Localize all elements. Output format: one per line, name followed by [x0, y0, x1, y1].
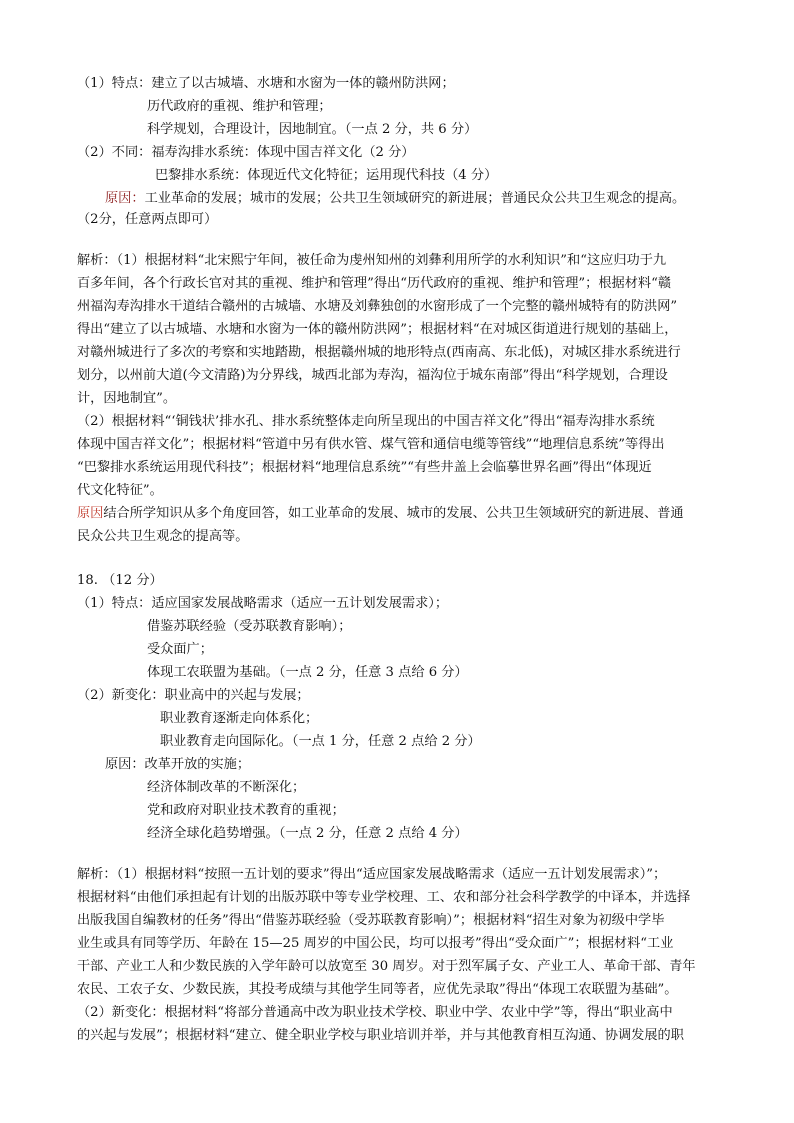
q18-analysis-line-4: 业生或具有同等学历、年龄在 15—25 周岁的中国公民，均可以报考”得出“受众面广”；根据材料“工业: [77, 936, 674, 951]
q17-answer-line-4: （2）不同：福寿沟排水系统：体现中国吉祥文化（2 分）: [77, 145, 415, 160]
q18-answer-line-3: 受众面广；: [147, 642, 213, 657]
q18-answer-line-2: 借鉴苏联经验（受苏联教育影响）；: [147, 619, 352, 634]
q18-answer-line-6: 职业教育逐渐走向体系化；: [160, 711, 319, 726]
q18-answer-line-7: 职业教育走向国际化。（一点 1 分，任意 2 点给 2 分）: [160, 734, 481, 749]
q17-analysis-reason-text: 结合所学知识从多个角度回答，如工业革命的发展、城市的发展、公共卫生领域研究的新进展、普通: [103, 506, 684, 521]
q17-analysis-line-8: （2）根据材料“‘铜钱状’排水孔、排水系统整体走向所呈现出的中国吉祥文化”得出“福寿沟排水系统: [77, 414, 655, 429]
q18-analysis-line-3: 出版我国自编教材的任务”得出“借鉴苏联经验（受苏联教育影响）”；根据材料“招生对象为初级中学毕: [77, 913, 665, 928]
q17-analysis-line-6: 划分，以州前大道(今文清路)为分界线，城西北部为寿沟，福沟位于城东南部”得出“科学规划，合理设: [77, 368, 668, 383]
q18-analysis-line-7: （2）新变化：根据材料“将部分普通高中改为职业技术学校、职业中学、农业中学”等，得出“职业高中: [77, 1005, 673, 1020]
q17-analysis-line-3: 州福沟寿沟排水干道结合赣州的古城墙、水塘及刘彝独创的水窗形成了一个完整的赣州城特有的防洪网”: [77, 299, 678, 314]
q18-answer-line-11: 经济全球化趋势增强。（一点 2 分，任意 2 点给 4 分）: [147, 826, 468, 841]
q18-answer-line-8: 原因：改革开放的实施；: [105, 757, 251, 772]
q17-analysis-line-1: 解析：（1）根据材料“北宋熙宁年间，被任命为虔州知州的刘彝利用所学的水利知识”和“这应归功于九: [77, 253, 667, 268]
q17-answer-line-1: （1）特点：建立了以古城墙、水塘和水窗为一体的赣州防洪网；: [77, 76, 455, 91]
q18-answer-line-9: 经济体制改革的不断深化；: [147, 780, 306, 795]
q17-reason-text: 工业革命的发展；城市的发展；公共卫生领域研究的新进展；普通民众公共卫生观念的提高。: [144, 191, 686, 206]
q17-answer-line-3: 科学规划，合理设计，因地制宜。（一点 2 分，共 6 分）: [147, 122, 478, 137]
q18-analysis-line-1: 解析：（1）根据材料“按照一五计划的要求”得出“适应国家发展战略需求（适应一五计划发展需求）”；: [77, 867, 667, 882]
q18-answer-line-10: 党和政府对职业技术教育的重视；: [147, 803, 345, 818]
q18-answer-line-1: （1）特点：适应国家发展战略需求（适应一五计划发展需求）；: [77, 596, 449, 611]
q17-analysis-reason-label: 原因: [77, 506, 104, 521]
q17-analysis-line-5: 对赣州城进行了多次的考察和实地踏勘，根据赣州城的地形特点(西南高、东北低)，对城区排水系统进行: [77, 345, 681, 360]
q17-analysis-line-7: 计，因地制宜”。: [77, 391, 177, 406]
q17-analysis-line-13: 民众公共卫生观念的提高等。: [77, 529, 249, 544]
q18-analysis-line-8: 的兴起与发展”；根据材料“建立、健全职业学校与职业培训并举，并与其他教育相互沟通、协调发展的职: [77, 1028, 684, 1043]
q17-analysis-line-2: 百多年间，各个行政长官对其的重视、维护和管理”得出“历代政府的重视、维护和管理”；根据材料“赣: [77, 276, 672, 291]
q17-reason-label: 原因：: [105, 191, 145, 206]
q17-answer-line-5: 巴黎排水系统：体现近代文化特征；运用现代科技（4 分）: [155, 168, 498, 183]
q18-answer-line-5: （2）新变化：职业高中的兴起与发展；: [77, 688, 310, 703]
q17-analysis-line-4: 得出“建立了以古城墙、水塘和水窗为一体的赣州防洪网”；根据材料“在对城区街道进行规划的基础上，: [77, 322, 678, 337]
q17-analysis-reason-line: [77, 505, 684, 523]
q18-analysis-line-6: 农民、工农子女、少数民族，其投考成绩与其他学生同等者，应优先录取”得出“体现工农联盟为基础”。: [77, 982, 678, 997]
q17-analysis-line-9: 体现中国吉祥文化”；根据材料“管道中另有供水管、煤气管和通信电缆等管线”“地理信息系统”等得出: [77, 437, 665, 452]
q18-analysis-line-5: 干部、产业工人和少数民族的入学年龄可以放宽至 30 周岁。对于烈军属子女、产业工人、革命干部、青年: [77, 959, 696, 974]
q17-analysis-line-11: 代文化特征”。: [77, 483, 163, 498]
q17-answer-line-7: （2分，任意两点即可）: [77, 212, 218, 227]
q18-analysis-line-2: 根据材料“由他们承担起有计划的出版苏联中等专业学校理、工、农和部分社会科学教学的中译本，并选择: [77, 890, 691, 905]
q18-heading: 18. （12 分）: [77, 573, 163, 588]
q18-answer-line-4: 体现工农联盟为基础。（一点 2 分，任意 3 点给 6 分）: [147, 665, 468, 680]
q17-answer-line-2: 历代政府的重视、维护和管理；: [147, 99, 332, 114]
q17-reason-line: [105, 190, 685, 208]
q17-analysis-line-10: “巴黎排水系统运用现代科技”；根据材料“地理信息系统”“有些井盖上会临摹世界名画”得出“体现近: [77, 460, 652, 475]
